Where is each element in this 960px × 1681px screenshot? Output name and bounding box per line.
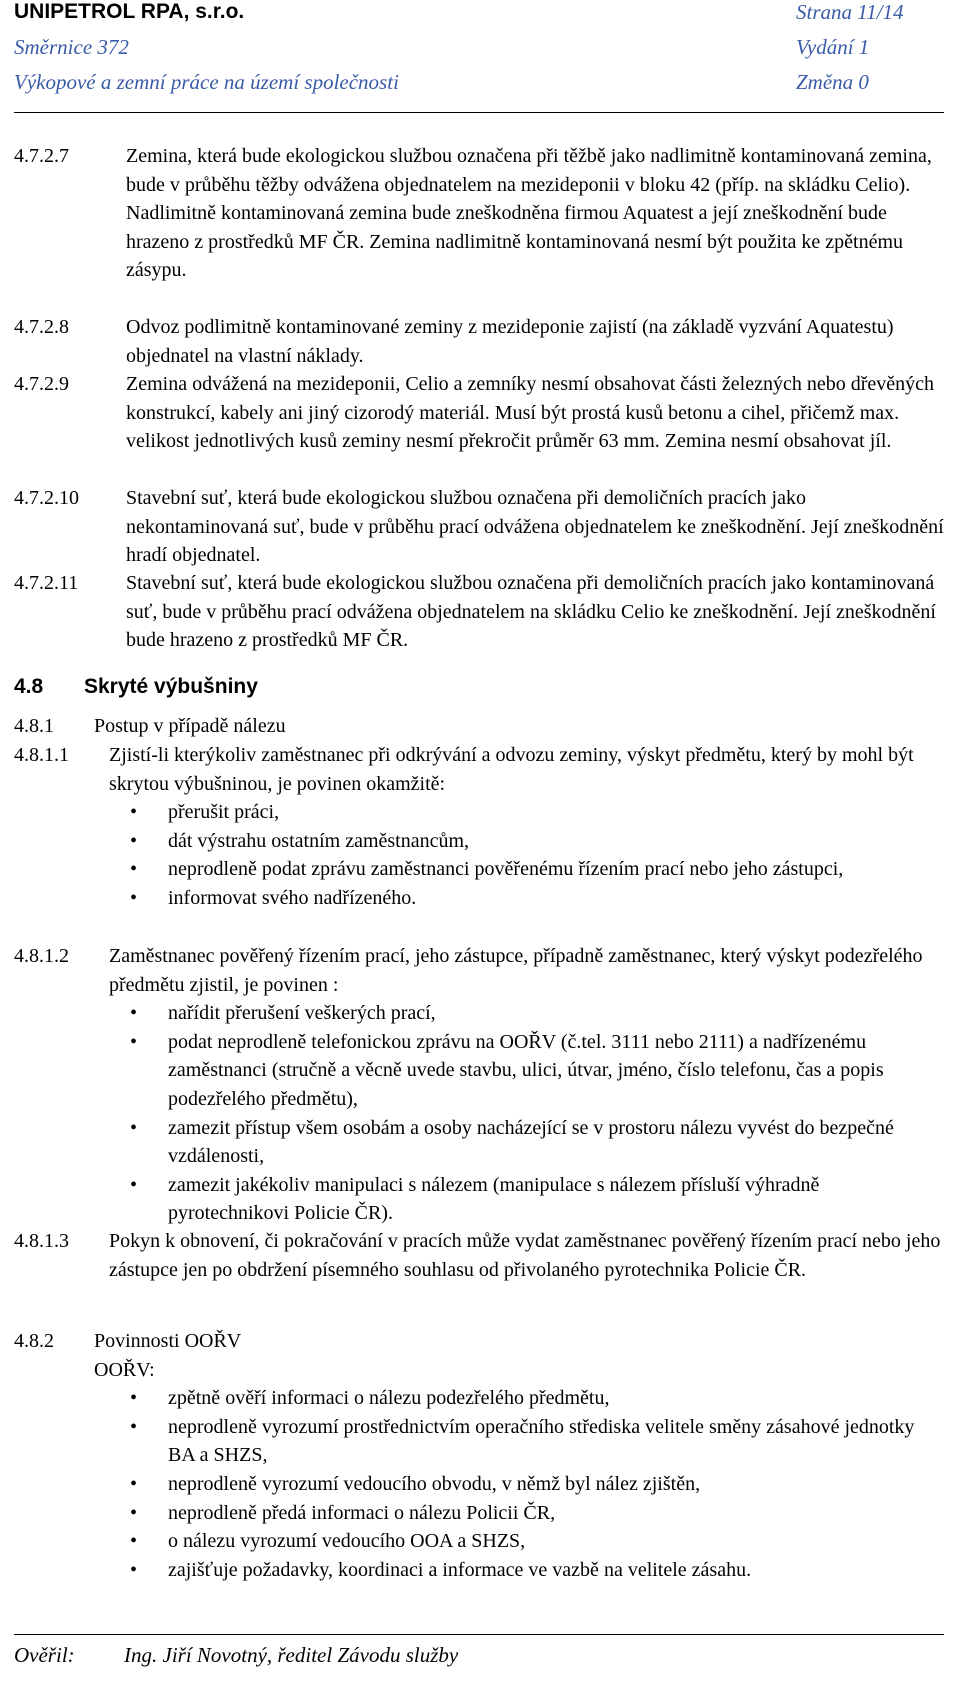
list-item: • neprodleně vyrozumí prostřednictvím operačního střediska velitele směny zásahové jednotky BA a SHZS, <box>168 1413 944 1470</box>
footer-approver: Ing. Jiří Novotný, ředitel Závodu služby <box>124 1643 459 1667</box>
paragraph-number: 4.7.2.11 <box>14 572 79 594</box>
header-row-1 <box>14 0 944 25</box>
paragraph-text: Zemina, která bude ekologickou službou označena při těžbě jako nadlimitně kontaminovaná zemina, bude v průběhu těžby odvážena objednatelem na mezideponii v bloku 42 (příp. na skládku Celio). Nadlimitně kontaminovaná zemina bude zneškodněna firmou Aquatest a její zneškodnění bude hrazeno z prostředků MF ČR. Zemina nadlimitně kontaminovaná nesmí být použita ke zpětnému zásypu. <box>126 145 932 282</box>
list-item: • neprodleně předá informaci o nálezu Policii ČR, <box>168 1499 944 1528</box>
list-item: • podat neprodleně telefonickou zprávu na OOŘV (č.tel. 3111 nebo 2111) a nadřízenému zaměstnanci (stručně a věcně uvede stavbu, ulici, útvar, jméno, číslo telefonu, čas a popis podezřelého předmětu), <box>168 1028 944 1114</box>
paragraph-4-8-1-1 <box>14 741 944 913</box>
list-item: • neprodleně podat zprávu zaměstnanci pověřenému řízením prací nebo jeho zástupci, <box>168 855 944 884</box>
paragraph-4-7-2-11 <box>14 569 944 655</box>
subsection-number: 4.8.1 <box>14 715 54 737</box>
paragraph-number: 4.8.1.2 <box>14 945 69 967</box>
paragraph-text: Stavební suť, která bude ekologickou službou označena při demoličních pracích jako kontaminovaná suť, bude v průběhu prací odvážena objednatelem na skládku Celio ke zneškodnění. Její zneškodnění bude hrazeno z prostředků MF ČR. <box>126 572 936 652</box>
footer-label: Ověřil: <box>14 1643 75 1667</box>
paragraph-4-7-2-9 <box>14 370 944 456</box>
bullet-list <box>168 1384 944 1584</box>
paragraph-4-7-2-7 <box>14 142 944 285</box>
paragraph-text: Stavební suť, která bude ekologickou službou označena při demoličních pracích jako nekontaminovaná suť, bude v průběhu prací odvážena objednatelem ke zneškodnění. Její zneškodnění hradí objednatel. <box>126 487 944 567</box>
subsection-title: Povinnosti OOŘV <box>94 1330 242 1352</box>
section-number: 4.8 <box>14 675 44 698</box>
change-number: Změna 0 <box>796 70 869 94</box>
paragraph-text: Odvoz podlimitně kontaminované zeminy z mezideponie zajistí (na základě vyzvání Aquatestu) objednatel na vlastní náklady. <box>126 316 894 367</box>
section-heading-4-8 <box>14 675 258 699</box>
list-item: • informovat svého nadřízeného. <box>168 884 944 913</box>
paragraph-4-7-2-8 <box>14 313 944 370</box>
paragraph-text: Pokyn k obnovení, či pokračování v pracích může vydat zaměstnanec pověřený řízením prací nebo jeho zástupce jen po obdržení písemného souhlasu od přivolaného pyrotechnika Policie ČR. <box>109 1230 941 1281</box>
paragraph-number: 4.8.1.3 <box>14 1230 69 1252</box>
paragraph-number: 4.8.1.1 <box>14 744 69 766</box>
header-divider <box>14 112 944 113</box>
footer-divider <box>14 1634 944 1635</box>
directive-number: Směrnice 372 <box>14 35 129 59</box>
paragraph-4-8-1-3 <box>14 1227 944 1284</box>
page-number: Strana 11/14 <box>796 0 904 24</box>
list-item: • zamezit přístup všem osobám a osoby nacházející se v prostoru nálezu vyvést do bezpečné vzdálenosti, <box>168 1114 944 1171</box>
bullet-list <box>168 999 944 1228</box>
list-item: • zamezit jakékoliv manipulaci s nálezem (manipulace s nálezem přísluší výhradně pyrotechnikovi Policie ČR). <box>168 1171 944 1228</box>
document-subject: Výkopové a zemní práce na území společnosti <box>14 70 399 94</box>
company-name: UNIPETROL RPA, s.r.o. <box>14 0 245 23</box>
list-item: • neprodleně vyrozumí vedoucího obvodu, v němž byl nález zjištěn, <box>168 1470 944 1499</box>
section-title: Skryté výbušniny <box>84 675 258 698</box>
header-row-2 <box>14 35 944 60</box>
list-item: • zpětně ověří informaci o nálezu podezřelého předmětu, <box>168 1384 944 1413</box>
header-row-3 <box>14 70 944 95</box>
subsection-title: Postup v případě nálezu <box>94 715 286 737</box>
bullet-list <box>168 798 944 912</box>
subsection-intro: OOŘV: <box>94 1358 155 1381</box>
subsection-4-8-2 <box>14 1327 944 1584</box>
paragraph-number: 4.7.2.9 <box>14 373 69 395</box>
list-item: • nařídit přerušení veškerých prací, <box>168 999 944 1028</box>
subsection-number: 4.8.2 <box>14 1330 54 1352</box>
paragraph-4-8-1-2 <box>14 942 944 1228</box>
list-item: • zajišťuje požadavky, koordinaci a informace ve vazbě na velitele zásahu. <box>168 1556 944 1585</box>
paragraph-number: 4.7.2.8 <box>14 316 69 338</box>
subsection-4-8-1 <box>14 712 944 741</box>
paragraph-text: Zjistí-li kterýkoliv zaměstnanec při odkrývání a odvozu zeminy, výskyt předmětu, který by mohl být skrytou výbušninou, je povinen okamžitě: <box>109 744 914 795</box>
paragraph-text: Zaměstnanec pověřený řízením prací, jeho zástupce, případně zaměstnanec, který výskyt podezřelého předmětu zjistil, je povinen : <box>109 945 923 996</box>
paragraph-number: 4.7.2.7 <box>14 145 69 167</box>
list-item: • dát výstrahu ostatním zaměstnancům, <box>168 827 944 856</box>
paragraph-text: Zemina odvážená na mezideponii, Celio a zemníky nesmí obsahovat části železných nebo dřevěných konstrukcí, kabely ani jiný cizorodý materiál. Musí být prostá kusů betonu a cihel, přičemž max. velikost jednotlivých kusů zeminy nesmí překročit průměr 63 mm. Zemina nesmí obsahovat jíl. <box>126 373 935 453</box>
issue-number: Vydání 1 <box>796 35 870 59</box>
paragraph-4-7-2-10 <box>14 484 944 570</box>
paragraph-number: 4.7.2.10 <box>14 487 79 509</box>
footer <box>14 1643 458 1668</box>
list-item: • přerušit práci, <box>168 798 944 827</box>
list-item: • o nálezu vyrozumí vedoucího OOA a SHZS, <box>168 1527 944 1556</box>
